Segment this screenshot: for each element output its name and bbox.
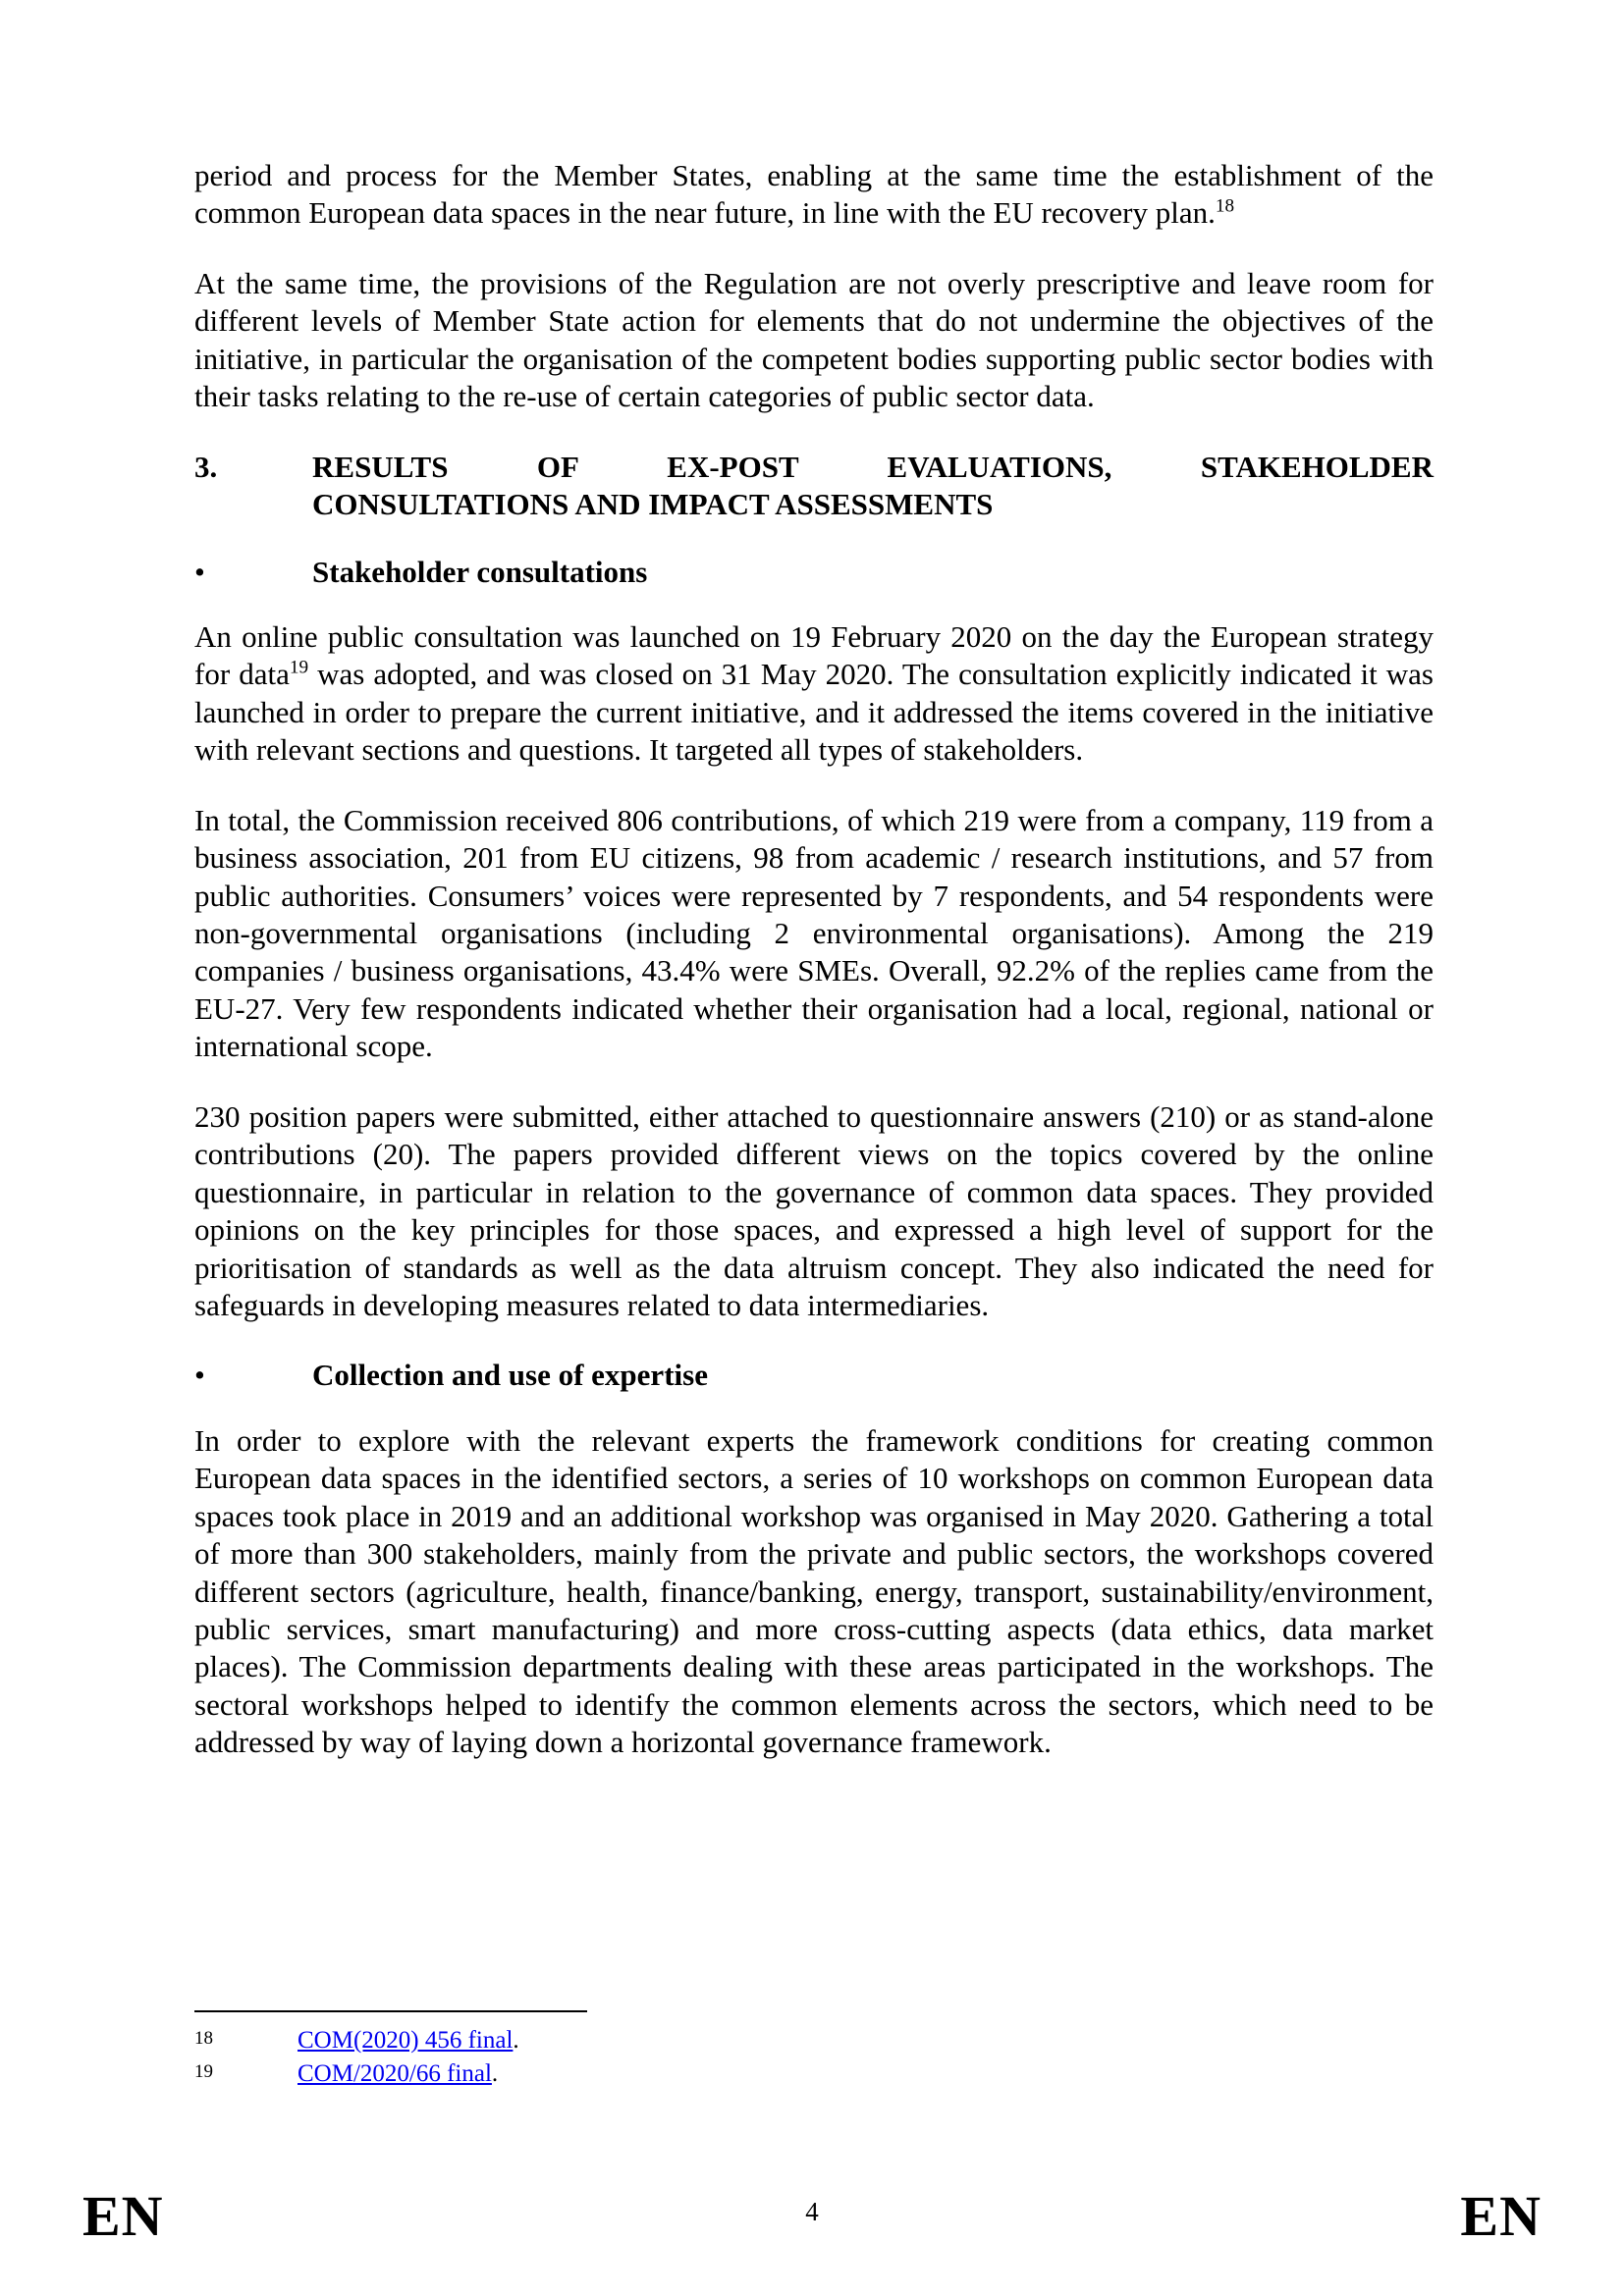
paragraph-consultation (194, 618, 1434, 770)
section-3-title-line1: RESULTS OF EX-POST EVALUATIONS, STAKEHOLDER (312, 449, 1434, 484)
footnote-ref-18: 18 (1215, 196, 1235, 218)
footnote-18-suffix: . (513, 2027, 519, 2054)
footnotes-section (194, 2010, 1434, 2091)
document-body (194, 157, 1434, 1794)
footnote-separator (194, 2010, 587, 2012)
paragraph-intro-text: period and process for the Member States, enabling at the same time the establishment of the common European data spaces in the near future, in line with the EU recovery plan. (194, 158, 1434, 231)
section-3-number: 3. (194, 449, 218, 484)
paragraph-regulation: At the same time, the provisions of the Regulation are not overly prescriptive and leave room for different levels of Member State action for elements that do not undermine the objectives of the initiative, in particular the organisation of the competent bodies supporting public sector bodies with their tasks relating to the re-use of certain categories of public sector data. (194, 265, 1434, 414)
footnote-18-text (298, 2024, 519, 2057)
footer-language-left: EN (82, 2184, 164, 2248)
bullet-marker-icon: • (194, 554, 205, 589)
paragraph-intro (194, 157, 1434, 233)
paragraph-consultation-before: An online public consultation was launched on 19 February 2020 on the day the European strategy for data (194, 618, 1434, 692)
footnote-19-row (194, 2057, 1434, 2091)
footer-language-right: EN (1460, 2184, 1542, 2248)
footnote-19-text (298, 2057, 498, 2091)
footnote-18-link[interactable]: COM(2020) 456 final (298, 2027, 514, 2054)
paragraph-position-papers: 230 position papers were submitted, either attached to questionnaire answers (210) or as stand-alone contributions (20). The papers provided different views on the topics covered by the online questionnaire, in particular in relation to the governance of common data spaces. They provided opinions on the key principles for those spaces, and expressed a high level of support for the prioritisation of standards as well as the data altruism concept. They also indicated the need for safeguards in developing measures related to data intermediaries. (194, 1098, 1434, 1322)
bullet-stakeholder-consultations (194, 554, 1434, 591)
section-3-heading (194, 449, 1434, 524)
footnote-19-link[interactable]: COM/2020/66 final (298, 2059, 492, 2087)
bullet-collection-expertise (194, 1357, 1434, 1394)
section-3-title (312, 449, 1434, 524)
footnote-18-row (194, 2024, 1434, 2057)
footnote-19-suffix: . (491, 2059, 499, 2087)
bullet-marker-icon: • (194, 1358, 205, 1393)
page-number: 4 (805, 2197, 819, 2226)
paragraph-expertise: In order to explore with the relevant experts the framework conditions for creating common European data spaces in the identified sectors, a series of 10 workshops on common European data spaces took place in 2019 and an additional workshop was organised in May 2020. Gathering a total of more than 300 stakeholders, mainly from the private and public sectors, the workshops covered different sectors (agriculture, health, finance/banking, energy, transport, sustainability/environment, public services, smart manufacturing) and more cross-cutting aspects (data ethics, data market places). The Commission departments dealing with these areas participated in the workshops. The sectoral workshops helped to identify the common elements across the sectors, which need to be addressed by way of laying down a horizontal governance framework. (194, 1422, 1434, 1760)
paragraph-consultation-after: was adopted, and was closed on 31 May 2020. The consultation explicitly indicated it was launched in order to prepare the current initiative, and it addressed the items covered in the initiative with relevant sections and questions. It targeted all types of stakeholders. (194, 657, 1435, 768)
section-3-title-line2: CONSULTATIONS AND IMPACT ASSESSMENTS (312, 487, 994, 522)
footnote-ref-19: 19 (289, 658, 309, 679)
bullet-collection-expertise-label: Collection and use of expertise (312, 1358, 708, 1393)
bullet-stakeholder-consultations-label: Stakeholder consultations (312, 554, 648, 589)
paragraph-contributions: In total, the Commission received 806 contributions, of which 219 were from a company, 119 from a business association, 201 from EU citizens, 98 from academic / research institutions, and 57 from public authorities. Consumers’ voices were represented by 7 respondents, and 54 respondents were non-governmental organisations (including 2 environmental organisations). Among the 219 companies / business organisations, 43.4% were SMEs. Overall, 92.2% of the replies came from the EU-27. Very few respondents indicated whether their organisation had a local, regional, national or international scope. (194, 802, 1434, 1064)
footnote-19-number: 19 (194, 2060, 213, 2082)
footnote-18-number: 18 (194, 2028, 213, 2049)
